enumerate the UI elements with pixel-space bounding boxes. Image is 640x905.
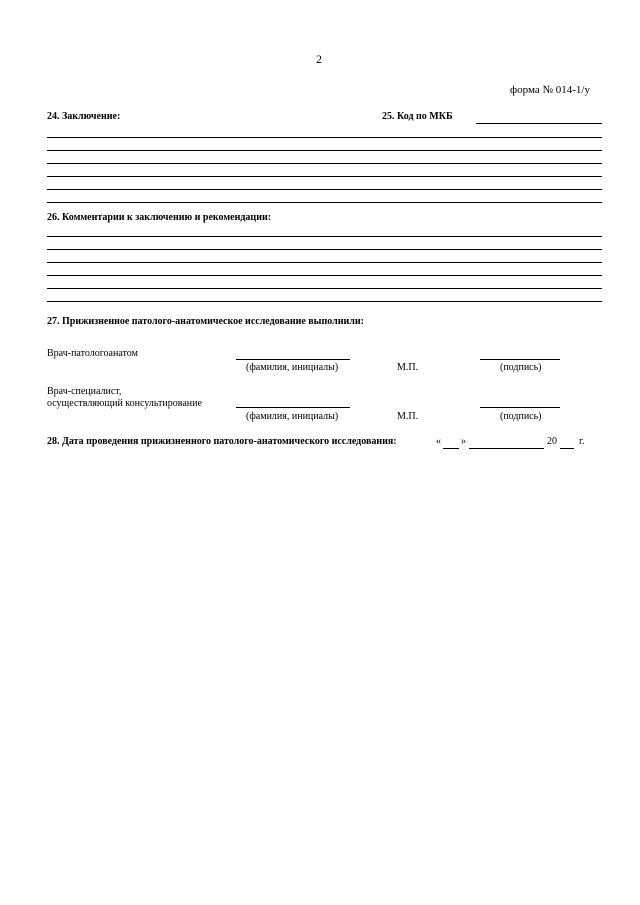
comments-line[interactable] bbox=[47, 288, 602, 289]
section-25-label: 25. Код по МКБ bbox=[382, 111, 453, 122]
date-year-prefix: 20 bbox=[547, 436, 557, 447]
comments-line[interactable] bbox=[47, 249, 602, 250]
conclusion-line[interactable] bbox=[47, 163, 602, 164]
section-24-label: 24. Заключение: bbox=[47, 111, 121, 122]
conclusion-line[interactable] bbox=[47, 176, 602, 177]
specialist-signature-caption: (подпись) bbox=[500, 411, 542, 422]
comments-line[interactable] bbox=[47, 262, 602, 263]
date-month-field[interactable] bbox=[469, 448, 544, 449]
comments-line[interactable] bbox=[47, 236, 602, 237]
form-number: форма № 014-1/у bbox=[510, 84, 590, 96]
specialist-name-field[interactable] bbox=[236, 407, 350, 408]
section-27-label: 27. Прижизненное патолого-анатомическое исследование выполнили: bbox=[47, 316, 364, 327]
date-year-suffix: г. bbox=[579, 436, 585, 447]
pathologist-name-field[interactable] bbox=[236, 359, 350, 360]
section-26-label: 26. Комментарии к заключению и рекомендации: bbox=[47, 212, 272, 223]
pathologist-stamp-label: М.П. bbox=[397, 362, 419, 373]
pathologist-name-caption: (фамилия, инициалы) bbox=[246, 362, 339, 373]
pathologist-label: Врач-патологоанатом bbox=[47, 348, 138, 359]
conclusion-line[interactable] bbox=[47, 189, 602, 190]
specialist-stamp-label: М.П. bbox=[397, 411, 419, 422]
pathologist-signature-field[interactable] bbox=[480, 359, 560, 360]
conclusion-line[interactable] bbox=[47, 137, 602, 138]
mkb-code-field[interactable] bbox=[476, 123, 602, 124]
section-28-label: 28. Дата проведения прижизненного патолого-анатомического исследования: bbox=[47, 436, 397, 447]
pathologist-signature-caption: (подпись) bbox=[500, 362, 542, 373]
specialist-label-line2: осуществляющий консультирование bbox=[47, 398, 202, 409]
conclusion-line[interactable] bbox=[47, 202, 602, 203]
specialist-name-caption: (фамилия, инициалы) bbox=[246, 411, 339, 422]
conclusion-line[interactable] bbox=[47, 150, 602, 151]
comments-line[interactable] bbox=[47, 301, 602, 302]
date-year-field[interactable] bbox=[560, 448, 574, 449]
specialist-signature-field[interactable] bbox=[480, 407, 560, 408]
date-open-quote: « bbox=[436, 436, 441, 447]
page-number: 2 bbox=[316, 52, 322, 66]
specialist-label-line1: Врач-специалист, bbox=[47, 386, 122, 397]
comments-line[interactable] bbox=[47, 275, 602, 276]
date-close-quote: » bbox=[461, 436, 466, 447]
date-day-field[interactable] bbox=[443, 448, 459, 449]
